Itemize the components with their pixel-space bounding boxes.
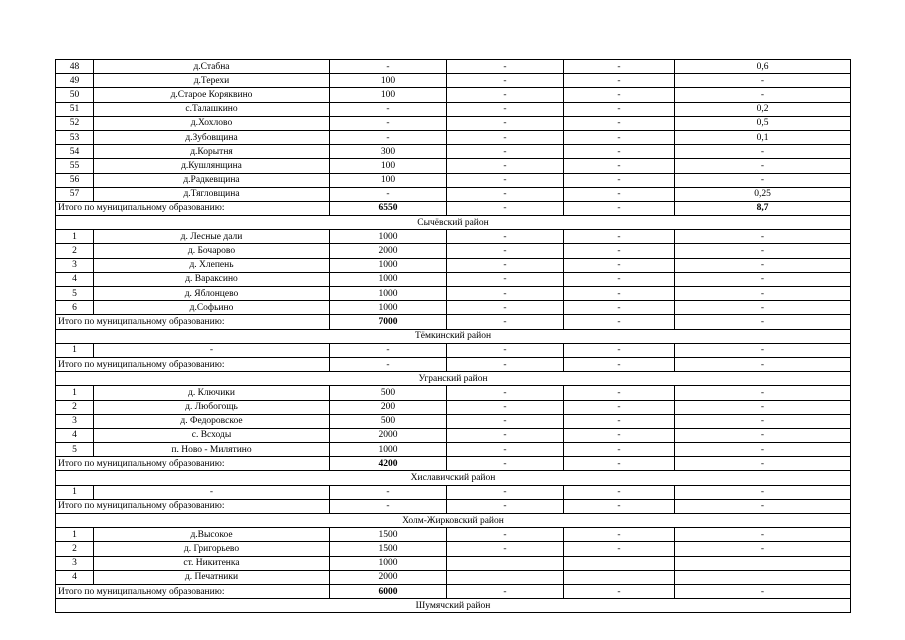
settlement-name: д. Любогощь bbox=[94, 400, 330, 414]
settlement-name: д.Старое Коряквино bbox=[94, 88, 330, 102]
settlement-name: д.Стабна bbox=[94, 60, 330, 74]
total-value-col4: - bbox=[447, 201, 564, 215]
settlement-name: д. Федоровское bbox=[94, 414, 330, 428]
value-col3: - bbox=[330, 102, 447, 116]
district-name: Хиславичский район bbox=[56, 471, 851, 485]
value-col5: - bbox=[564, 88, 675, 102]
settlement-name: д.Терехи bbox=[94, 74, 330, 88]
value-col6: 0,1 bbox=[675, 130, 851, 144]
value-col5: - bbox=[564, 60, 675, 74]
row-number: 3 bbox=[56, 258, 94, 272]
value-col5: - bbox=[564, 230, 675, 244]
row-number: 3 bbox=[56, 556, 94, 570]
value-col4: - bbox=[447, 542, 564, 556]
settlement-name: д. Лесные дали bbox=[94, 230, 330, 244]
value-col4: - bbox=[447, 173, 564, 187]
settlement-name: с.Талашкино bbox=[94, 102, 330, 116]
value-col5: - bbox=[564, 400, 675, 414]
value-col6: - bbox=[675, 145, 851, 159]
total-value-col4: - bbox=[447, 584, 564, 598]
value-col6: 0,2 bbox=[675, 102, 851, 116]
value-col6: - bbox=[675, 542, 851, 556]
total-value-col3: 6550 bbox=[330, 201, 447, 215]
value-col4: - bbox=[447, 258, 564, 272]
value-col3: 500 bbox=[330, 414, 447, 428]
row-number: 56 bbox=[56, 173, 94, 187]
value-col5: - bbox=[564, 244, 675, 258]
value-col4: - bbox=[447, 116, 564, 130]
table-row bbox=[56, 343, 851, 357]
value-col5: - bbox=[564, 173, 675, 187]
total-value-col3: - bbox=[330, 499, 447, 513]
total-value-col4: - bbox=[447, 315, 564, 329]
table-row bbox=[56, 542, 851, 556]
total-label: Итого по муниципальному образованию: bbox=[56, 457, 330, 471]
row-number: 54 bbox=[56, 145, 94, 159]
value-col6: - bbox=[675, 258, 851, 272]
value-col5 bbox=[564, 556, 675, 570]
value-col5: - bbox=[564, 428, 675, 442]
value-col3: 100 bbox=[330, 159, 447, 173]
row-number: 2 bbox=[56, 400, 94, 414]
table-row bbox=[56, 145, 851, 159]
district-name: Холм-Жирковский район bbox=[56, 514, 851, 528]
value-col4: - bbox=[447, 159, 564, 173]
row-number: 53 bbox=[56, 130, 94, 144]
settlement-name: д. Бочарово bbox=[94, 244, 330, 258]
value-col5 bbox=[564, 570, 675, 584]
total-label: Итого по муниципальному образованию: bbox=[56, 357, 330, 371]
total-value-col3: 7000 bbox=[330, 315, 447, 329]
value-col6: - bbox=[675, 159, 851, 173]
district-header-row bbox=[56, 599, 851, 613]
value-col3: 1000 bbox=[330, 301, 447, 315]
value-col4: - bbox=[447, 244, 564, 258]
district-header-row bbox=[56, 216, 851, 230]
value-col6 bbox=[675, 570, 851, 584]
value-col5: - bbox=[564, 272, 675, 286]
value-col5: - bbox=[564, 74, 675, 88]
value-col5: - bbox=[564, 187, 675, 201]
settlement-name: д.Зубовщина bbox=[94, 130, 330, 144]
value-col3: 100 bbox=[330, 173, 447, 187]
settlement-name: д.Софьино bbox=[94, 301, 330, 315]
value-col6: - bbox=[675, 443, 851, 457]
table-row bbox=[56, 556, 851, 570]
value-col5: - bbox=[564, 343, 675, 357]
total-value-col5: - bbox=[564, 201, 675, 215]
value-col5: - bbox=[564, 258, 675, 272]
total-row bbox=[56, 357, 851, 371]
total-value-col3: - bbox=[330, 357, 447, 371]
total-label: Итого по муниципальному образованию: bbox=[56, 499, 330, 513]
total-value-col6: - bbox=[675, 357, 851, 371]
value-col6: - bbox=[675, 287, 851, 301]
settlement-name: д. Вараксино bbox=[94, 272, 330, 286]
value-col5: - bbox=[564, 116, 675, 130]
table-row bbox=[56, 287, 851, 301]
row-number: 49 bbox=[56, 74, 94, 88]
value-col6: - bbox=[675, 88, 851, 102]
settlement-name: п. Ново - Милятино bbox=[94, 443, 330, 457]
value-col6: 0,5 bbox=[675, 116, 851, 130]
row-number: 1 bbox=[56, 230, 94, 244]
value-col3: 1000 bbox=[330, 230, 447, 244]
value-col3: 2000 bbox=[330, 244, 447, 258]
value-col5: - bbox=[564, 301, 675, 315]
value-col3: 1500 bbox=[330, 542, 447, 556]
total-value-col4: - bbox=[447, 357, 564, 371]
total-value-col6: - bbox=[675, 584, 851, 598]
value-col4 bbox=[447, 570, 564, 584]
value-col6: - bbox=[675, 230, 851, 244]
table-row bbox=[56, 485, 851, 499]
settlement-name: д. Яблонцево bbox=[94, 287, 330, 301]
table-row bbox=[56, 414, 851, 428]
settlement-name: ст. Никитенка bbox=[94, 556, 330, 570]
total-value-col3: 4200 bbox=[330, 457, 447, 471]
total-value-col5: - bbox=[564, 315, 675, 329]
value-col5: - bbox=[564, 130, 675, 144]
total-label: Итого по муниципальному образованию: bbox=[56, 315, 330, 329]
table-body bbox=[56, 60, 851, 613]
settlement-name: с. Всходы bbox=[94, 428, 330, 442]
value-col6: - bbox=[675, 400, 851, 414]
value-col3: - bbox=[330, 343, 447, 357]
value-col4: - bbox=[447, 287, 564, 301]
total-label: Итого по муниципальному образованию: bbox=[56, 584, 330, 598]
table-row bbox=[56, 570, 851, 584]
value-col6: - bbox=[675, 528, 851, 542]
row-number: 1 bbox=[56, 343, 94, 357]
value-col5: - bbox=[564, 159, 675, 173]
value-col4: - bbox=[447, 230, 564, 244]
table-row bbox=[56, 60, 851, 74]
total-value-col5: - bbox=[564, 357, 675, 371]
table-row bbox=[56, 230, 851, 244]
value-col6: - bbox=[675, 343, 851, 357]
value-col6: - bbox=[675, 244, 851, 258]
value-col5: - bbox=[564, 414, 675, 428]
row-number: 4 bbox=[56, 428, 94, 442]
settlement-name: д. Григорьево bbox=[94, 542, 330, 556]
row-number: 1 bbox=[56, 386, 94, 400]
district-name: Сычёвский район bbox=[56, 216, 851, 230]
total-value-col4: - bbox=[447, 457, 564, 471]
value-col3: 1000 bbox=[330, 287, 447, 301]
row-number: 5 bbox=[56, 443, 94, 457]
value-col3: 2000 bbox=[330, 570, 447, 584]
value-col3: - bbox=[330, 187, 447, 201]
value-col3: - bbox=[330, 116, 447, 130]
row-number: 52 bbox=[56, 116, 94, 130]
value-col3: - bbox=[330, 130, 447, 144]
total-value-col6: - bbox=[675, 457, 851, 471]
row-number: 1 bbox=[56, 528, 94, 542]
value-col4: - bbox=[447, 272, 564, 286]
value-col3: 1000 bbox=[330, 272, 447, 286]
row-number: 3 bbox=[56, 414, 94, 428]
value-col5: - bbox=[564, 386, 675, 400]
total-value-col5: - bbox=[564, 457, 675, 471]
value-col4: - bbox=[447, 528, 564, 542]
table-row bbox=[56, 428, 851, 442]
total-row bbox=[56, 584, 851, 598]
total-value-col3: 6000 bbox=[330, 584, 447, 598]
table-row bbox=[56, 386, 851, 400]
table-row bbox=[56, 173, 851, 187]
value-col5: - bbox=[564, 528, 675, 542]
settlement-name: - bbox=[94, 485, 330, 499]
value-col3: 200 bbox=[330, 400, 447, 414]
total-row bbox=[56, 315, 851, 329]
value-col4: - bbox=[447, 485, 564, 499]
value-col6: - bbox=[675, 301, 851, 315]
total-value-col6: 8,7 bbox=[675, 201, 851, 215]
table-row bbox=[56, 130, 851, 144]
value-col4: - bbox=[447, 145, 564, 159]
settlement-name: д.Тягловщина bbox=[94, 187, 330, 201]
value-col3: 1500 bbox=[330, 528, 447, 542]
table-row bbox=[56, 528, 851, 542]
district-name: Тёмкинский район bbox=[56, 329, 851, 343]
district-header-row bbox=[56, 372, 851, 386]
value-col4: - bbox=[447, 102, 564, 116]
district-header-row bbox=[56, 471, 851, 485]
table-row bbox=[56, 272, 851, 286]
settlement-name: д.Радкевщина bbox=[94, 173, 330, 187]
district-name: Угранский район bbox=[56, 372, 851, 386]
value-col3: 1000 bbox=[330, 258, 447, 272]
value-col3: 1000 bbox=[330, 443, 447, 457]
total-value-col6: - bbox=[675, 315, 851, 329]
settlement-name: - bbox=[94, 343, 330, 357]
total-value-col5: - bbox=[564, 499, 675, 513]
table-row bbox=[56, 244, 851, 258]
district-header-row bbox=[56, 329, 851, 343]
total-label: Итого по муниципальному образованию: bbox=[56, 201, 330, 215]
settlement-name: д. Хлепень bbox=[94, 258, 330, 272]
value-col4: - bbox=[447, 400, 564, 414]
row-number: 55 bbox=[56, 159, 94, 173]
value-col4: - bbox=[447, 301, 564, 315]
value-col5: - bbox=[564, 102, 675, 116]
settlement-name: д.Хохлово bbox=[94, 116, 330, 130]
value-col4: - bbox=[447, 428, 564, 442]
row-number: 4 bbox=[56, 272, 94, 286]
row-number: 6 bbox=[56, 301, 94, 315]
value-col6: 0,25 bbox=[675, 187, 851, 201]
value-col4: - bbox=[447, 60, 564, 74]
value-col5: - bbox=[564, 542, 675, 556]
value-col6: - bbox=[675, 485, 851, 499]
row-number: 5 bbox=[56, 287, 94, 301]
total-row bbox=[56, 499, 851, 513]
value-col4: - bbox=[447, 187, 564, 201]
row-number: 4 bbox=[56, 570, 94, 584]
row-number: 2 bbox=[56, 542, 94, 556]
table-row bbox=[56, 159, 851, 173]
value-col3: 2000 bbox=[330, 428, 447, 442]
total-value-col6: - bbox=[675, 499, 851, 513]
value-col3: - bbox=[330, 485, 447, 499]
settlement-name: д. Печатники bbox=[94, 570, 330, 584]
value-col6 bbox=[675, 556, 851, 570]
row-number: 1 bbox=[56, 485, 94, 499]
value-col5: - bbox=[564, 145, 675, 159]
settlement-name: д.Кушлянщина bbox=[94, 159, 330, 173]
value-col4: - bbox=[447, 88, 564, 102]
district-header-row bbox=[56, 514, 851, 528]
value-col3: - bbox=[330, 60, 447, 74]
row-number: 2 bbox=[56, 244, 94, 258]
total-value-col5: - bbox=[564, 584, 675, 598]
table-row bbox=[56, 258, 851, 272]
value-col4: - bbox=[447, 74, 564, 88]
table-row bbox=[56, 74, 851, 88]
value-col4: - bbox=[447, 386, 564, 400]
total-row bbox=[56, 201, 851, 215]
value-col4: - bbox=[447, 343, 564, 357]
value-col4: - bbox=[447, 414, 564, 428]
value-col5: - bbox=[564, 485, 675, 499]
settlement-name: д.Высокое bbox=[94, 528, 330, 542]
value-col6: - bbox=[675, 272, 851, 286]
row-number: 50 bbox=[56, 88, 94, 102]
total-value-col4: - bbox=[447, 499, 564, 513]
value-col6: - bbox=[675, 173, 851, 187]
value-col6: - bbox=[675, 74, 851, 88]
table-row bbox=[56, 443, 851, 457]
data-table bbox=[55, 59, 851, 613]
table-row bbox=[56, 301, 851, 315]
row-number: 57 bbox=[56, 187, 94, 201]
table-row bbox=[56, 102, 851, 116]
district-name: Шумячский район bbox=[56, 599, 851, 613]
table-row bbox=[56, 88, 851, 102]
row-number: 51 bbox=[56, 102, 94, 116]
value-col4: - bbox=[447, 443, 564, 457]
settlement-name: д. Ключики bbox=[94, 386, 330, 400]
table-row bbox=[56, 116, 851, 130]
value-col3: 500 bbox=[330, 386, 447, 400]
value-col6: - bbox=[675, 428, 851, 442]
settlement-name: д.Корытня bbox=[94, 145, 330, 159]
table-row bbox=[56, 400, 851, 414]
value-col6: 0,6 bbox=[675, 60, 851, 74]
row-number: 48 bbox=[56, 60, 94, 74]
table-row bbox=[56, 187, 851, 201]
value-col5: - bbox=[564, 443, 675, 457]
value-col5: - bbox=[564, 287, 675, 301]
value-col4 bbox=[447, 556, 564, 570]
value-col4: - bbox=[447, 130, 564, 144]
total-row bbox=[56, 457, 851, 471]
value-col3: 1000 bbox=[330, 556, 447, 570]
value-col3: 300 bbox=[330, 145, 447, 159]
value-col6: - bbox=[675, 386, 851, 400]
value-col3: 100 bbox=[330, 88, 447, 102]
value-col3: 100 bbox=[330, 74, 447, 88]
value-col6: - bbox=[675, 414, 851, 428]
